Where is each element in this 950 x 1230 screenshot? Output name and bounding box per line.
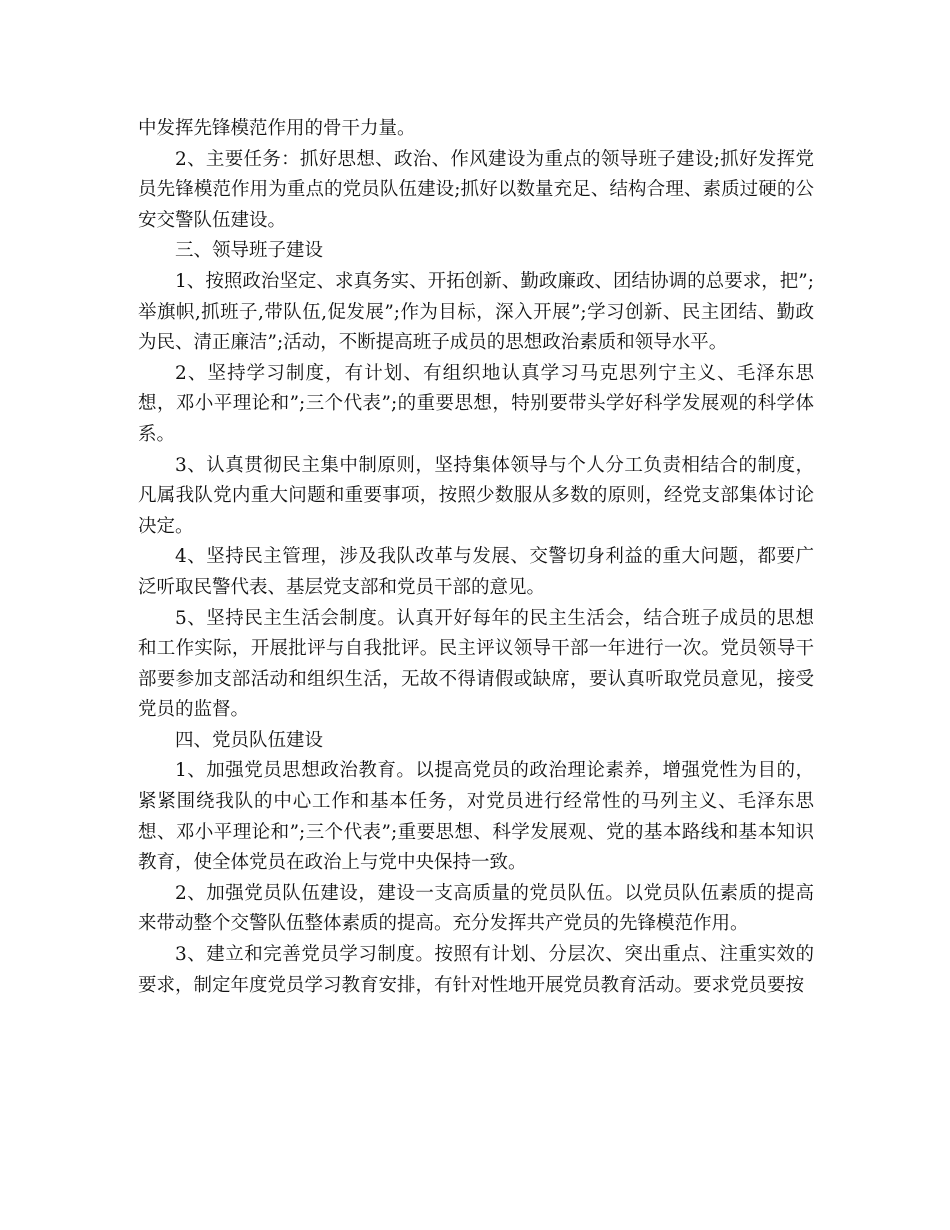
- section-heading-party-members: 四、党员队伍建设: [175, 729, 324, 751]
- paragraph-leadership-1: 1、按照政治坚定、求真务实、开拓创新、勤政廉政、团结协调的总要求，把”;举旗帜,抓班子,带队伍,促发展”;作为目标，深入开展”;学习创新、民主团结、勤政为民、清正廉洁”;活动，不断提高班子成员的思想政治素质和领导水平。: [138, 270, 814, 354]
- paragraph-members-1: 1、加强党员思想政治教育。以提高党员的政治理论素养，增强党性为目的，紧紧围绕我队的中心工作和基本任务，对党员进行经常性的马列主义、毛泽东思想、邓小平理论和”;三个代表”;重要思想、科学发展观、党的基本路线和基本知识教育，使全体党员在政治上与党中央保持一致。: [138, 760, 814, 874]
- paragraph-leadership-2: 2、坚持学习制度，有计划、有组织地认真学习马克思列宁主义、毛泽东思想，邓小平理论和”;三个代表”;的重要思想，特别要带头学好科学发展观的科学体系。: [138, 362, 814, 445]
- paragraph-leadership-4: 4、坚持民主管理，涉及我队改革与发展、交警切身利益的重大问题，都要广泛听取民警代表、基层党支部和党员干部的意见。: [138, 546, 814, 598]
- document-body: [138, 114, 814, 1001]
- paragraph-leadership-3: 3、认真贯彻民主集中制原则，坚持集体领导与个人分工负责相结合的制度，凡属我队党内重大问题和重要事项，按照少数服从多数的原则，经党支部集体讨论决定。: [138, 454, 814, 537]
- paragraph-continuation: 中发挥先锋模范作用的骨干力量。: [138, 118, 416, 139]
- paragraph-main-tasks: 2、主要任务：抓好思想、政治、作风建设为重点的领导班子建设;抓好发挥党员先锋模范作用为重点的党员队伍建设;抓好以数量充足、结构合理、素质过硬的公安交警队伍建设。: [138, 148, 814, 231]
- paragraph-members-3: 3、建立和完善党员学习制度。按照有计划、分层次、突出重点、注重实效的要求，制定年度党员学习教育安排，有针对性地开展党员教育活动。要求党员要按: [138, 944, 814, 996]
- paragraph-members-2: 2、加强党员队伍建设，建设一支高质量的党员队伍。以党员队伍素质的提高来带动整个交警队伍整体素质的提高。充分发挥共产党员的先锋模范作用。: [138, 882, 814, 935]
- section-heading-leadership: 三、领导班子建设: [175, 240, 324, 262]
- paragraph-leadership-5: 5、坚持民主生活会制度。认真开好每年的民主生活会，结合班子成员的思想和工作实际，开展批评与自我批评。民主评议领导干部一年进行一次。党员领导干部要参加支部活动和组织生活，无故不得请假或缺席，要认真听取党员意见，接受党员的监督。: [138, 607, 814, 721]
